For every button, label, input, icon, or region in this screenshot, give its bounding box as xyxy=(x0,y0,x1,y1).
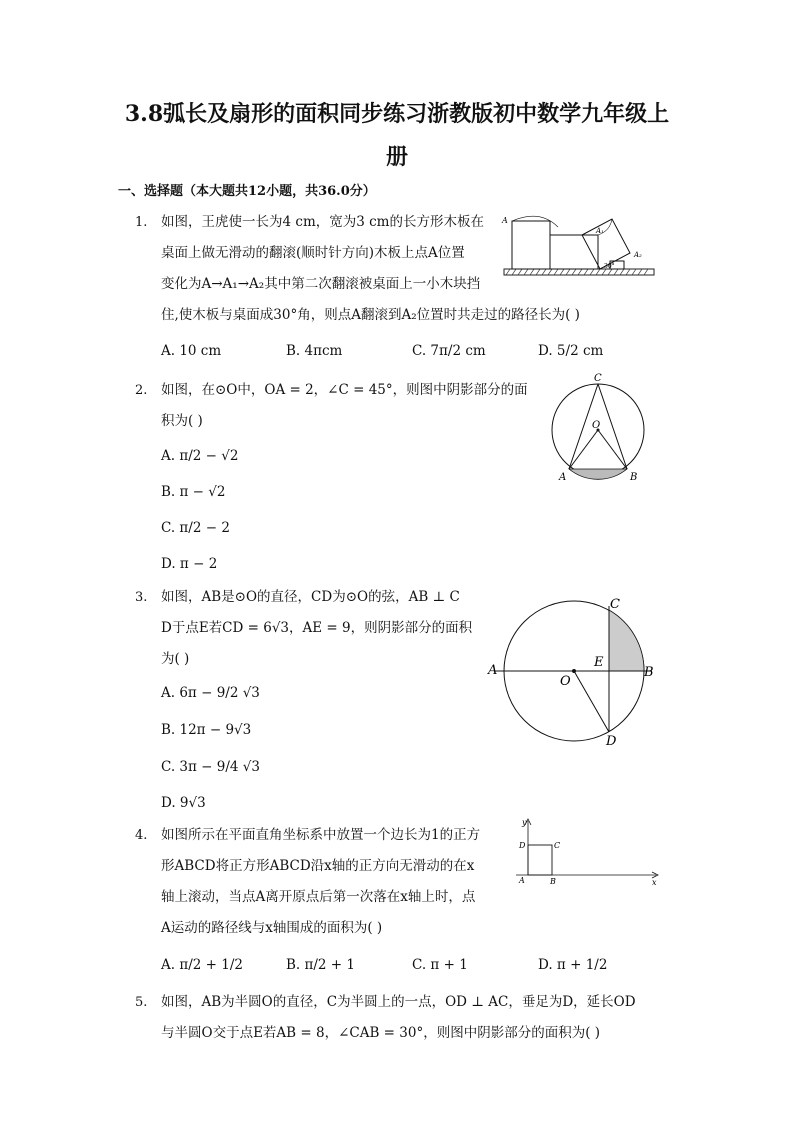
label-b: B xyxy=(630,472,638,483)
label-b: B xyxy=(550,877,556,886)
option-b: B. π − √2 xyxy=(161,484,226,500)
option-b: B. π/2 + 1 xyxy=(286,957,355,973)
question-2-line-2: 积为( ) xyxy=(161,413,203,429)
question-3-line-3: 为( ) xyxy=(161,651,190,667)
label-d: D xyxy=(606,734,617,749)
question-number: 3. xyxy=(135,590,148,605)
option-c: C. 7π/2 cm xyxy=(412,343,486,359)
question-2-figure xyxy=(548,372,648,487)
question-1-line-4: 住,使木板与桌面成30°角，则点A翻滚到A₂位置时共走过的路径长为( ) xyxy=(161,307,580,323)
label-o: O xyxy=(592,420,601,431)
option-d: D. π − 2 xyxy=(161,556,218,572)
option-a: A. 10 cm xyxy=(161,343,222,359)
label-a: A xyxy=(488,663,498,678)
option-c: C. 3π − 9/4 √3 xyxy=(161,759,260,775)
label-c: C xyxy=(554,841,561,850)
question-1-line-3: 变化为A→A₁→A₂其中第二次翻滚被桌面上一小木块挡 xyxy=(161,276,481,292)
label-d: D xyxy=(519,841,526,850)
option-a: A. π/2 − √2 xyxy=(161,448,239,464)
label-c: C xyxy=(594,373,602,384)
question-1-figure xyxy=(500,205,660,280)
label-c: C xyxy=(610,597,620,612)
label-a: A xyxy=(502,216,508,225)
option-c: C. π/2 − 2 xyxy=(161,520,230,536)
question-number: 4. xyxy=(135,828,148,843)
question-4-line-3: 轴上滚动，当点A离开原点后第一次落在x轴上时，点 xyxy=(161,889,476,905)
option-d: D. 9√3 xyxy=(161,795,206,811)
question-4-line-2: 形ABCD将正方形ABCD沿x轴的正方向无滑动的在x xyxy=(161,858,475,874)
label-e: E xyxy=(594,655,604,670)
question-3-line-1: 如图，AB是⊙O的直径，CD为⊙O的弦，AB ⊥ C xyxy=(161,589,460,605)
label-b: B xyxy=(644,665,654,680)
question-5-line-2: 与半圆O交于点E若AB = 8，∠CAB = 30°，则图中阴影部分的面积为( ) xyxy=(161,1025,601,1041)
option-a: A. 6π − 9/2 √3 xyxy=(161,685,260,701)
option-b: B. 12π − 9√3 xyxy=(161,722,252,738)
question-1-line-1: 如图，王虎使一长为4 cm，宽为3 cm的长方形木板在 xyxy=(161,214,484,230)
question-2-line-1: 如图，在⊙O中，OA = 2，∠C = 45°，则图中阴影部分的面 xyxy=(161,382,528,398)
question-4-figure xyxy=(512,815,662,885)
question-4-line-1: 如图所示在平面直角坐标系中放置一个边长为1的正方 xyxy=(161,827,481,843)
label-y: y xyxy=(522,818,527,827)
label-a2: A₂ xyxy=(634,251,642,259)
label-a: A xyxy=(559,472,567,483)
question-3-figure xyxy=(486,592,661,752)
section-heading: 一、选择题（本大题共12小题，共36.0分） xyxy=(118,184,376,199)
question-3-line-2: D于点E若CD = 6√3，AE = 9，则阴影部分的面积 xyxy=(161,620,473,636)
question-number: 2. xyxy=(135,383,148,398)
label-a1: A₁ xyxy=(596,227,604,235)
label-angle: 30° xyxy=(604,263,615,270)
page-title-continued: 册 xyxy=(385,144,408,170)
question-number: 5. xyxy=(135,995,148,1010)
label-o: O xyxy=(560,674,571,689)
question-1-line-2: 桌面上做无滑动的翻滚(顺时针方向)木板上点A位置 xyxy=(161,245,465,261)
option-d: D. π + 1/2 xyxy=(538,957,608,973)
question-5-line-1: 如图，AB为半圆O的直径，C为半圆上的一点，OD ⊥ AC，垂足为D，延长OD xyxy=(161,994,636,1010)
option-a: A. π/2 + 1/2 xyxy=(161,957,243,973)
label-x: x xyxy=(652,878,657,887)
page-title: 3.8弧长及扇形的面积同步练习浙教版初中数学九年级上 xyxy=(124,101,670,127)
question-number: 1. xyxy=(135,215,148,230)
question-4-line-4: A运动的路径线与x轴围成的面积为( ) xyxy=(161,920,383,936)
option-b: B. 4πcm xyxy=(286,343,343,359)
option-c: C. π + 1 xyxy=(412,957,468,973)
label-a: A xyxy=(519,876,525,885)
option-d: D. 5/2 cm xyxy=(538,343,604,359)
